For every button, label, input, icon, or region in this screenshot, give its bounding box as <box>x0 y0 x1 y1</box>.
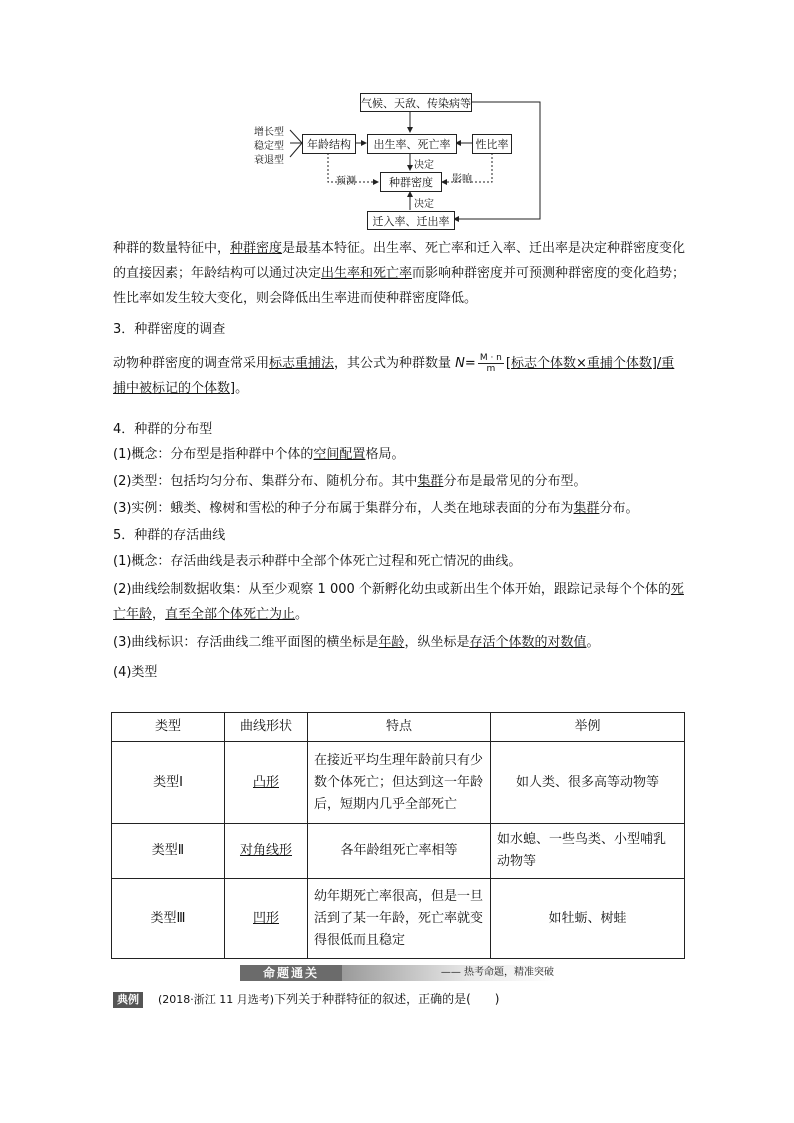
table-cell-feature: 在接近平均生理年龄前只有少数个体死亡；但达到这一年龄后，短期内几乎全部死亡 <box>308 742 491 824</box>
migration-box: 迁入率、迁出率 <box>367 211 455 230</box>
table-header: 曲线形状 <box>225 713 308 742</box>
section-5-heading: 5．种群的存活曲线 <box>113 528 226 543</box>
table-row <box>112 879 685 959</box>
type-stable-label: 稳定型 <box>254 141 284 152</box>
section-3-heading: 3．种群密度的调查 <box>113 322 226 337</box>
type-decline-label: 衰退型 <box>254 155 284 166</box>
table-cell-example: 如牡蛎、树蛙 <box>491 879 685 959</box>
decide-label-1: 决定 <box>414 160 434 171</box>
table-cell-example: 如人类、很多高等动物等 <box>491 742 685 824</box>
type-growth-label: 增长型 <box>254 127 284 138</box>
banner-subtitle: —— 热考命题，精准突破 <box>440 967 554 978</box>
banner-title: 命题通关 <box>240 965 342 981</box>
example-question: (2018·浙江 11 月选考)下列关于种群特征的叙述，正确的是( ) <box>158 992 500 1006</box>
example-tag: 典例 <box>113 992 143 1008</box>
table-cell-type: 类型Ⅱ <box>112 824 225 879</box>
section-banner <box>240 965 554 981</box>
table-header-row <box>112 713 685 742</box>
section-4-line-2: (2)类型：包括均匀分布、集群分布、随机分布。其中集群分布是最常见的分布型。 <box>113 474 587 489</box>
table-header: 类型 <box>112 713 225 742</box>
table-cell-feature: 幼年期死亡率很高，但是一旦活到了某一年龄，死亡率就变得很低而且稳定 <box>308 879 491 959</box>
section-5-line-2: (2)曲线绘制数据收集：从至少观察 1 000 个新孵化幼虫或新出生个体开始，跟踪记录每个个体的死亡年龄，直至全部个体死亡为止。 <box>113 582 684 622</box>
density-box: 种群密度 <box>380 172 442 192</box>
section-4-line-1: (1)概念：分布型是指种群中个体的空间配置格局。 <box>113 447 405 462</box>
table-row <box>112 742 685 824</box>
section-5-line-1: (1)概念：存活曲线是表示种群中全部个体死亡过程和死亡情况的曲线。 <box>113 554 522 569</box>
table-cell-shape: 凸形 <box>225 742 308 824</box>
table-row <box>112 824 685 879</box>
diagram-arrows <box>0 0 794 230</box>
climate-box: 气候、天敌、传染病等 <box>360 93 472 112</box>
formula-fraction: $\frac{M \cdot n}{m}$ <box>479 353 502 374</box>
sex-ratio-box: 性比率 <box>472 134 512 154</box>
intro-paragraph: 种群的数量特征中，种群密度是最基本特征。出生率、死亡率和迁入率、迁出率是决定种群密度变化的直接因素；年龄结构可以通过决定出生率和死亡率而影响种群密度并可预测种群密度的变化趋势；性比率如发生较大变化，则会降低出生率进而使种群密度降低。 <box>113 241 686 306</box>
age-structure-box: 年龄结构 <box>302 134 356 154</box>
section-5-line-4: (4)类型 <box>113 665 158 680</box>
table-header: 举例 <box>491 713 685 742</box>
table-cell-feature: 各年龄组死亡率相等 <box>308 824 491 879</box>
section-3-body: 动物种群密度的调查常采用标志重捕法，其公式为种群数量 N= $\frac{M \cdot n}{m}$ [标志个体数×重捕个体数]/重捕中被标记的个体数]。 <box>113 353 675 396</box>
table-header: 特点 <box>308 713 491 742</box>
table-cell-shape: 凹形 <box>225 879 308 959</box>
predict-label: 预测 <box>336 176 356 187</box>
table-cell-type: 类型Ⅲ <box>112 879 225 959</box>
section-4-line-3: (3)实例：蛾类、橡树和雪松的种子分布属于集群分布，人类在地球表面的分布为集群分布。 <box>113 501 639 516</box>
decide-label-2: 决定 <box>414 199 434 210</box>
table-cell-shape: 对角线形 <box>225 824 308 879</box>
table-cell-type: 类型Ⅰ <box>112 742 225 824</box>
section-5-line-3: (3)曲线标识：存活曲线二维平面图的横坐标是年龄，纵坐标是存活个体数的对数值。 <box>113 635 600 650</box>
section-4-heading: 4．种群的分布型 <box>113 422 213 437</box>
table-cell-example: 如水螅、一些鸟类、小型哺乳动物等 <box>491 824 685 879</box>
survival-curve-table <box>111 712 685 959</box>
influence-label: 影响 <box>452 174 472 185</box>
birth-death-box: 出生率、死亡率 <box>367 134 457 154</box>
